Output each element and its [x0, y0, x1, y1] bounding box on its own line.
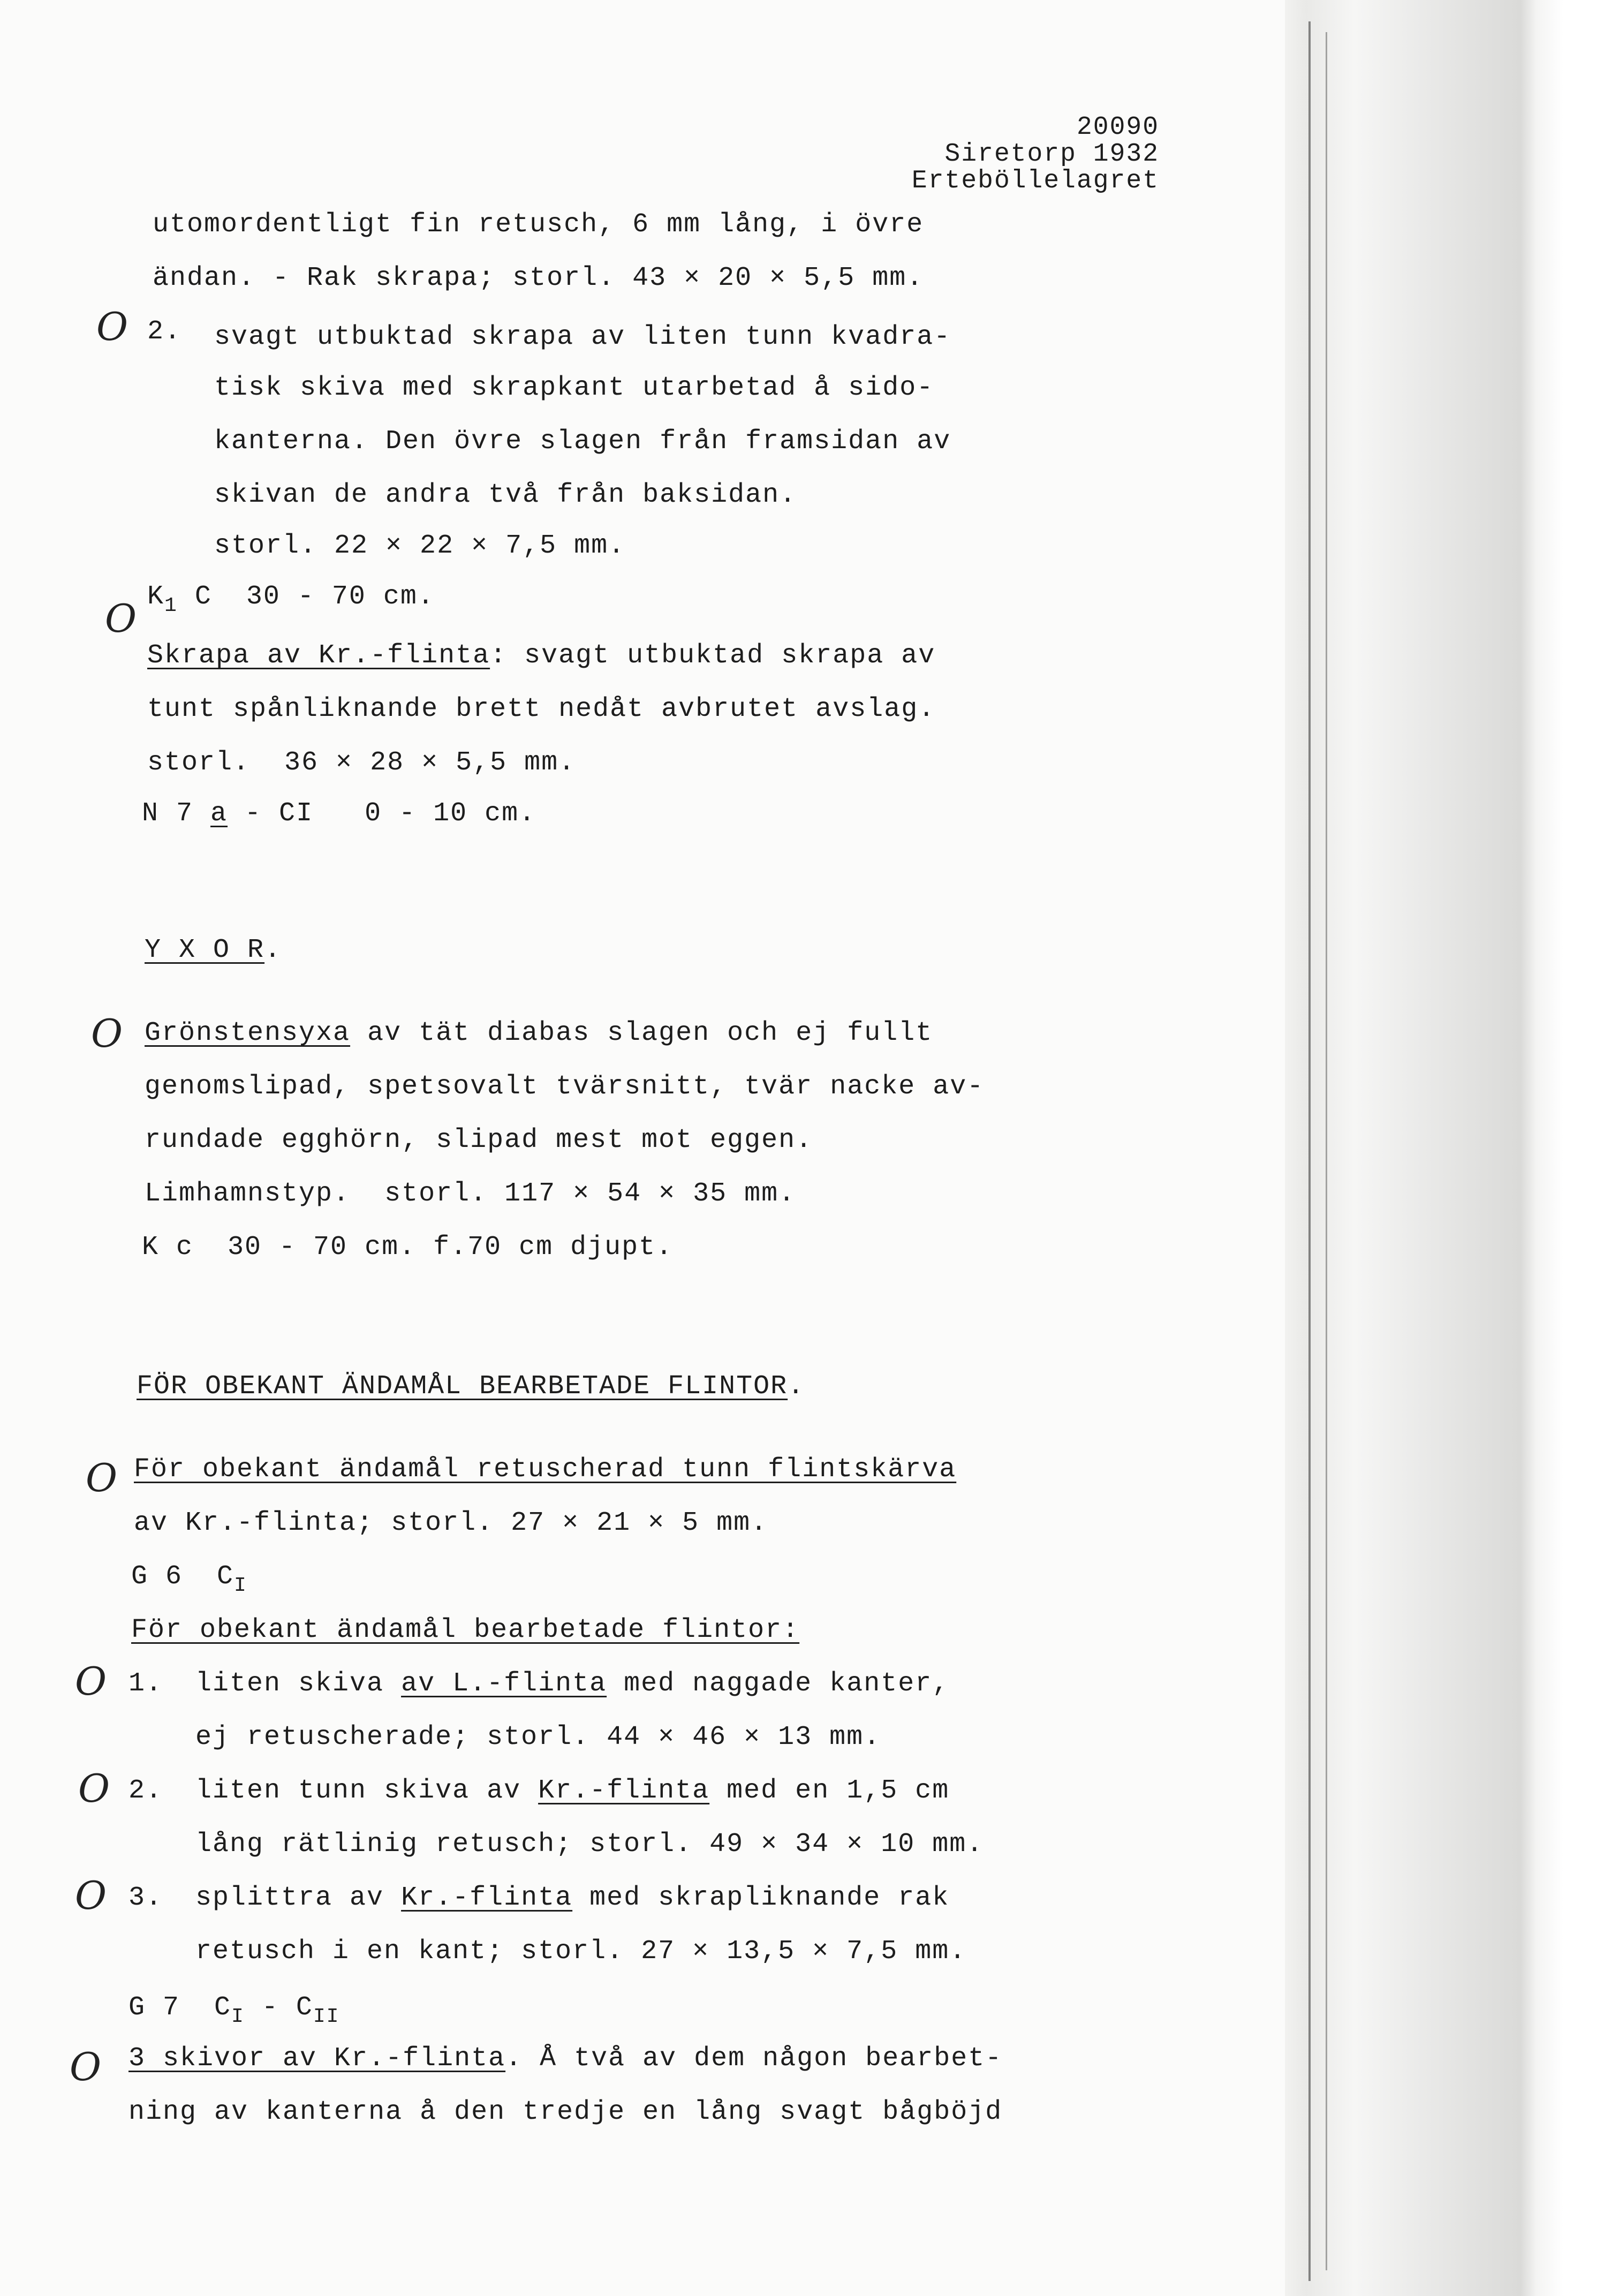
layer-subscript: II	[313, 2005, 340, 2028]
margin-marker: O	[78, 1766, 110, 1811]
find-location	[128, 1992, 339, 2026]
section-title-dot: .	[788, 1371, 805, 1402]
site-name: Siretorp 1932	[944, 140, 1159, 169]
margin-marker: O	[70, 2044, 102, 2089]
margin-marker: O	[91, 1011, 123, 1056]
section-heading-flints	[137, 1371, 805, 1403]
item-number: 3.	[128, 1883, 163, 1913]
item-title: Grönstensyxa	[145, 1018, 351, 1048]
margin-marker: O	[105, 596, 137, 641]
layer-subscript: 1	[164, 594, 178, 617]
layer-name: Erteböllelagret	[911, 167, 1159, 195]
subsection-heading	[131, 1614, 799, 1647]
item-title: Skrapa av Kr.-flinta	[147, 640, 490, 671]
item-number: 2.	[128, 1776, 163, 1806]
catalog-number: 20090	[1076, 113, 1159, 142]
item-description: med naggade kanter,	[607, 1668, 950, 1699]
text-line: rundade egghörn, slipad mest mot eggen.	[145, 1125, 813, 1155]
item-number: 1.	[128, 1668, 163, 1699]
text-line: tisk skiva med skrapkant utarbetad å sido-	[214, 373, 934, 403]
margin-marker: O	[86, 1455, 118, 1500]
item-description: av tät diabas slagen och ej fullt	[350, 1018, 933, 1048]
text-line: utomordentligt fin retusch, 6 mm lång, i övre	[153, 209, 924, 240]
item-number: 2.	[147, 316, 182, 347]
material: av L.-flinta	[401, 1668, 607, 1699]
item-title: För obekant ändamål retuscherad tunn flintskärva	[134, 1454, 957, 1485]
depth-range: - CI 0 - 10 cm.	[228, 798, 536, 829]
item-heading	[134, 1454, 956, 1486]
text-line: storl. 22 × 22 × 7,5 mm.	[214, 531, 626, 561]
layer-subscript: I	[231, 2005, 245, 2028]
text-line: Limhamnstyp. storl. 117 × 54 × 35 mm.	[145, 1179, 796, 1209]
text-line: ning av kanterna å den tredje en lång svagt bågböjd	[128, 2097, 1003, 2127]
item-heading	[195, 1668, 949, 1700]
text-line: skivan de andra två från baksidan.	[214, 480, 797, 510]
section-title: FÖR OBEKANT ÄNDAMÅL BEARBETADE FLINTOR	[137, 1371, 788, 1402]
subsection-title: För obekant ändamål bearbetade flintor:	[131, 1615, 800, 1645]
material: Kr.-flinta	[401, 1883, 573, 1913]
depth-range: C 30 - 70 cm.	[177, 581, 435, 612]
grid-code: G 7 C	[128, 1992, 232, 2023]
text-line: ändan. - Rak skrapa; storl. 43 × 20 × 5,5 mm.	[153, 263, 924, 293]
text-line: ej retuscherade; storl. 44 × 46 × 13 mm.	[195, 1722, 881, 1753]
find-location	[131, 1561, 247, 1595]
text-line: svagt utbuktad skrapa av liten tunn kvadra-	[214, 322, 951, 352]
find-location: K c 30 - 70 cm. f.70 cm djupt.	[142, 1232, 674, 1263]
text-line: av Kr.-flinta; storl. 27 × 21 × 5 mm.	[134, 1508, 768, 1538]
item-description: : svagt utbuktad skrapa av	[490, 640, 936, 671]
margin-marker: O	[96, 304, 128, 349]
item-heading	[128, 2043, 1002, 2075]
margin-marker: O	[75, 1659, 107, 1704]
item-title: 3 skivor av Kr.-flinta	[128, 2043, 506, 2074]
text-line: retusch i en kant; storl. 27 × 13,5 × 7,5 mm.	[195, 1936, 967, 1967]
find-location	[142, 798, 536, 830]
section-title: Y X O R	[145, 935, 265, 965]
item-heading	[195, 1882, 949, 1914]
text-line: genomslipad, spetsovalt tvärsnitt, tvär nacke av-	[145, 1071, 985, 1102]
text-line: lång rätlinig retusch; storl. 49 × 34 × 10 mm.	[195, 1829, 984, 1860]
binding-shadow-line	[1326, 32, 1327, 2270]
binding-shadow-line	[1308, 21, 1311, 2281]
item-heading	[147, 640, 935, 672]
binding-edge	[1285, 0, 1619, 2296]
item-description: . Å två av dem någon bearbet-	[505, 2043, 1003, 2074]
text-line: kanterna. Den övre slagen från framsidan av	[214, 426, 951, 457]
item-description: med skrapliknande rak	[572, 1883, 950, 1913]
range-separator: - C	[244, 1992, 313, 2023]
material: Kr.-flinta	[538, 1776, 710, 1806]
item-heading	[145, 1017, 933, 1049]
layer-subscript: I	[234, 1574, 247, 1597]
item-description: med en 1,5 cm	[709, 1776, 950, 1806]
layer-code: K	[147, 581, 165, 612]
item-description: splittra av	[195, 1883, 402, 1913]
grid-subcode: a	[210, 798, 228, 829]
section-heading-axes	[145, 934, 282, 966]
item-description: liten skiva	[195, 1668, 402, 1699]
text-line: tunt spånliknande brett nedåt avbrutet avslag.	[147, 694, 936, 724]
text-line: storl. 36 × 28 × 5,5 mm.	[147, 747, 576, 778]
find-location	[147, 581, 435, 615]
item-heading	[195, 1775, 949, 1807]
grid-code: G 6 C	[131, 1561, 234, 1592]
item-description: liten tunn skiva av	[195, 1776, 539, 1806]
margin-marker: O	[75, 1873, 107, 1918]
grid-code: N 7	[142, 798, 211, 829]
section-title-dot: .	[264, 935, 282, 965]
